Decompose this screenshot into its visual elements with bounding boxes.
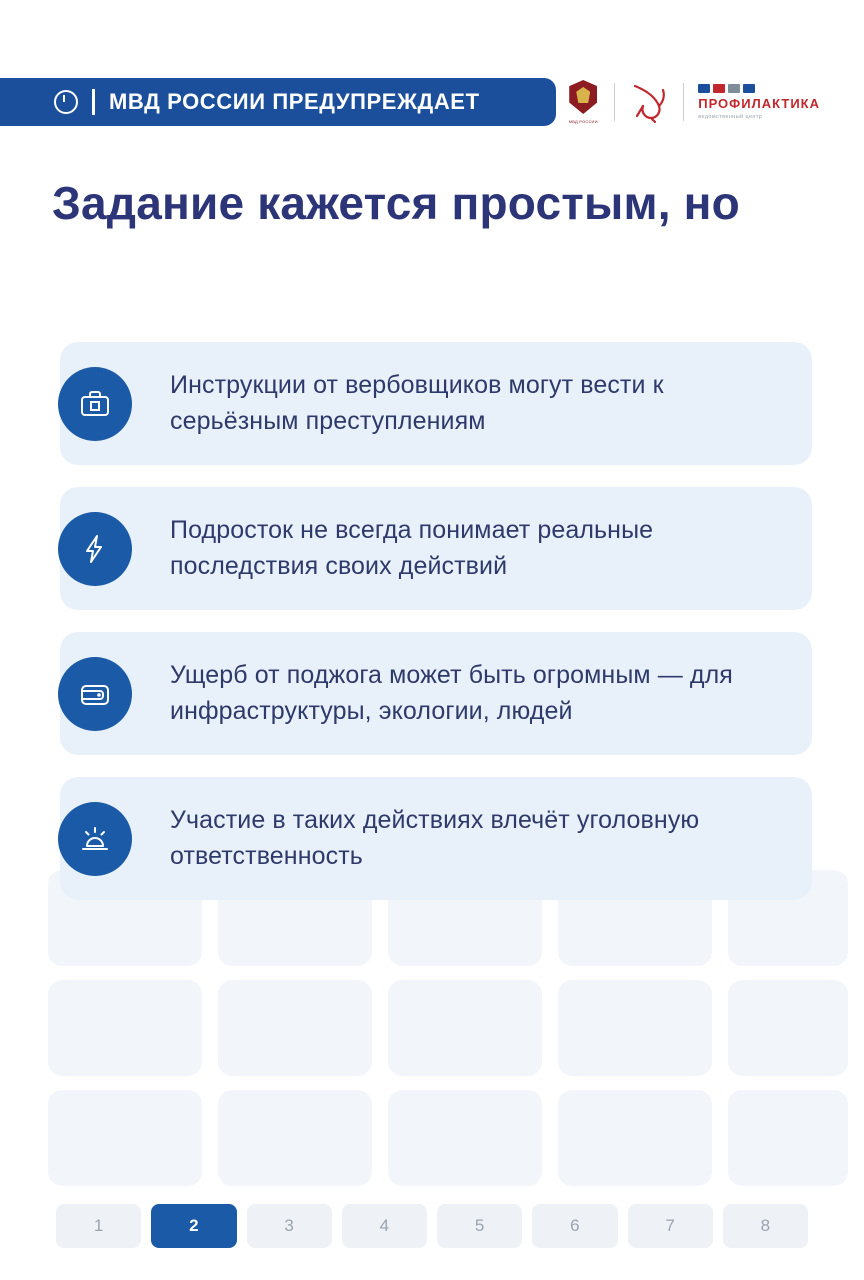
page-button-8[interactable]: 8 [723, 1204, 808, 1248]
mvd-crest-logo [566, 80, 600, 124]
card-list [60, 342, 812, 922]
info-card-text: Участие в таких действиях влечёт уголовную ответственность [170, 806, 700, 870]
info-card [60, 632, 812, 755]
wallet-icon [58, 657, 132, 731]
pagination [56, 1204, 808, 1248]
info-card [60, 777, 812, 900]
page-title: Задание кажется простым, но [52, 177, 740, 229]
header-divider [92, 89, 95, 115]
info-card [60, 342, 812, 465]
profilaktika-title: ПРОФИЛАКТИКА [698, 96, 820, 111]
bird-logo [629, 80, 669, 124]
logo-group [566, 76, 820, 128]
mvd-crest-caption: МВД РОССИИ [568, 119, 598, 124]
info-card [60, 487, 812, 610]
page-button-1[interactable]: 1 [56, 1204, 141, 1248]
logo-divider [614, 83, 615, 121]
briefcase-icon [58, 367, 132, 441]
clock-icon [54, 90, 78, 114]
page-button-7[interactable]: 7 [628, 1204, 713, 1248]
info-card-text: Ущерб от поджога может быть огромным — для инфраструктуры, экологии, людей [170, 661, 733, 725]
page-button-3[interactable]: 3 [247, 1204, 332, 1248]
logo-divider-2 [683, 83, 684, 121]
profilaktika-subtitle: ведомственный центр [698, 114, 763, 120]
page-button-6[interactable]: 6 [532, 1204, 617, 1248]
profilaktika-dots [698, 84, 755, 93]
profilaktika-logo [698, 84, 820, 120]
lightning-icon [58, 512, 132, 586]
page-button-2[interactable]: 2 [151, 1204, 236, 1248]
page-button-4[interactable]: 4 [342, 1204, 427, 1248]
page-button-5[interactable]: 5 [437, 1204, 522, 1248]
info-card-text: Инструкции от вербовщиков могут вести к серьёзным преступлениям [170, 371, 664, 435]
info-card-text: Подросток не всегда понимает реальные последствия своих действий [170, 516, 654, 580]
header-banner [0, 78, 556, 126]
header-title: МВД РОССИИ ПРЕДУПРЕЖДАЕТ [109, 89, 480, 114]
siren-icon [58, 802, 132, 876]
